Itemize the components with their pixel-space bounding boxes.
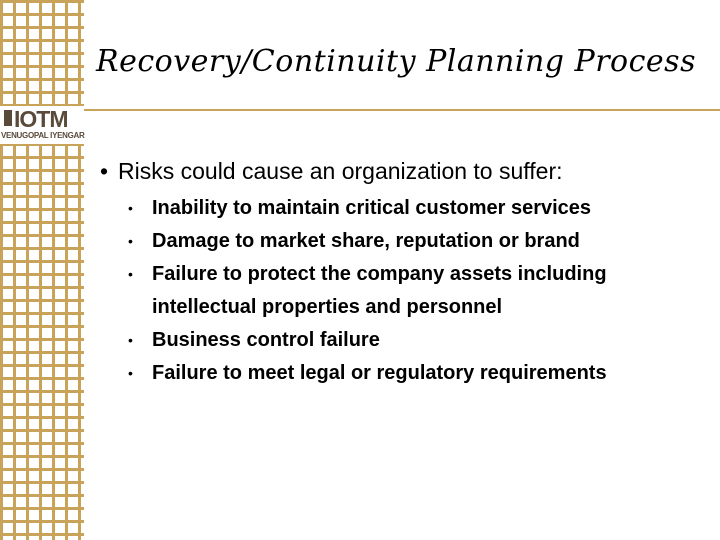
main-bullet-point [100,150,710,192]
iotm-logo [0,106,84,144]
bullet-icon: • [128,233,133,249]
bullet-icon: • [128,365,133,381]
list-item [128,258,708,324]
main-point-text: Risks could cause an organization to suffer: [118,158,563,184]
list-item [128,192,708,225]
list-item-text: Damage to market share, reputation or brand [152,230,580,252]
bullet-icon: • [128,200,133,216]
list-item-text: Business control failure [152,329,380,351]
logo-mark-icon [4,110,12,126]
title-divider [84,109,720,111]
bullet-icon: • [100,158,109,184]
risk-list [128,192,708,390]
decorative-grid-band [0,0,84,540]
list-item [128,225,708,258]
list-item-text: Failure to protect the company assets including intellectual properties and personnel [152,263,607,318]
list-item-text: Inability to maintain critical customer services [152,197,592,219]
logo-name: IOTM [14,106,68,132]
slide-content [100,150,710,390]
list-item [128,357,708,390]
list-item-text: Failure to meet legal or regulatory requirements [152,362,607,384]
logo-subtitle: VENUGOPAL IYENGAR [1,131,85,140]
bullet-icon: • [128,332,133,348]
slide-title: Recovery/Continuity Planning Process [96,44,696,79]
bullet-icon: • [128,266,133,282]
list-item [128,324,708,357]
